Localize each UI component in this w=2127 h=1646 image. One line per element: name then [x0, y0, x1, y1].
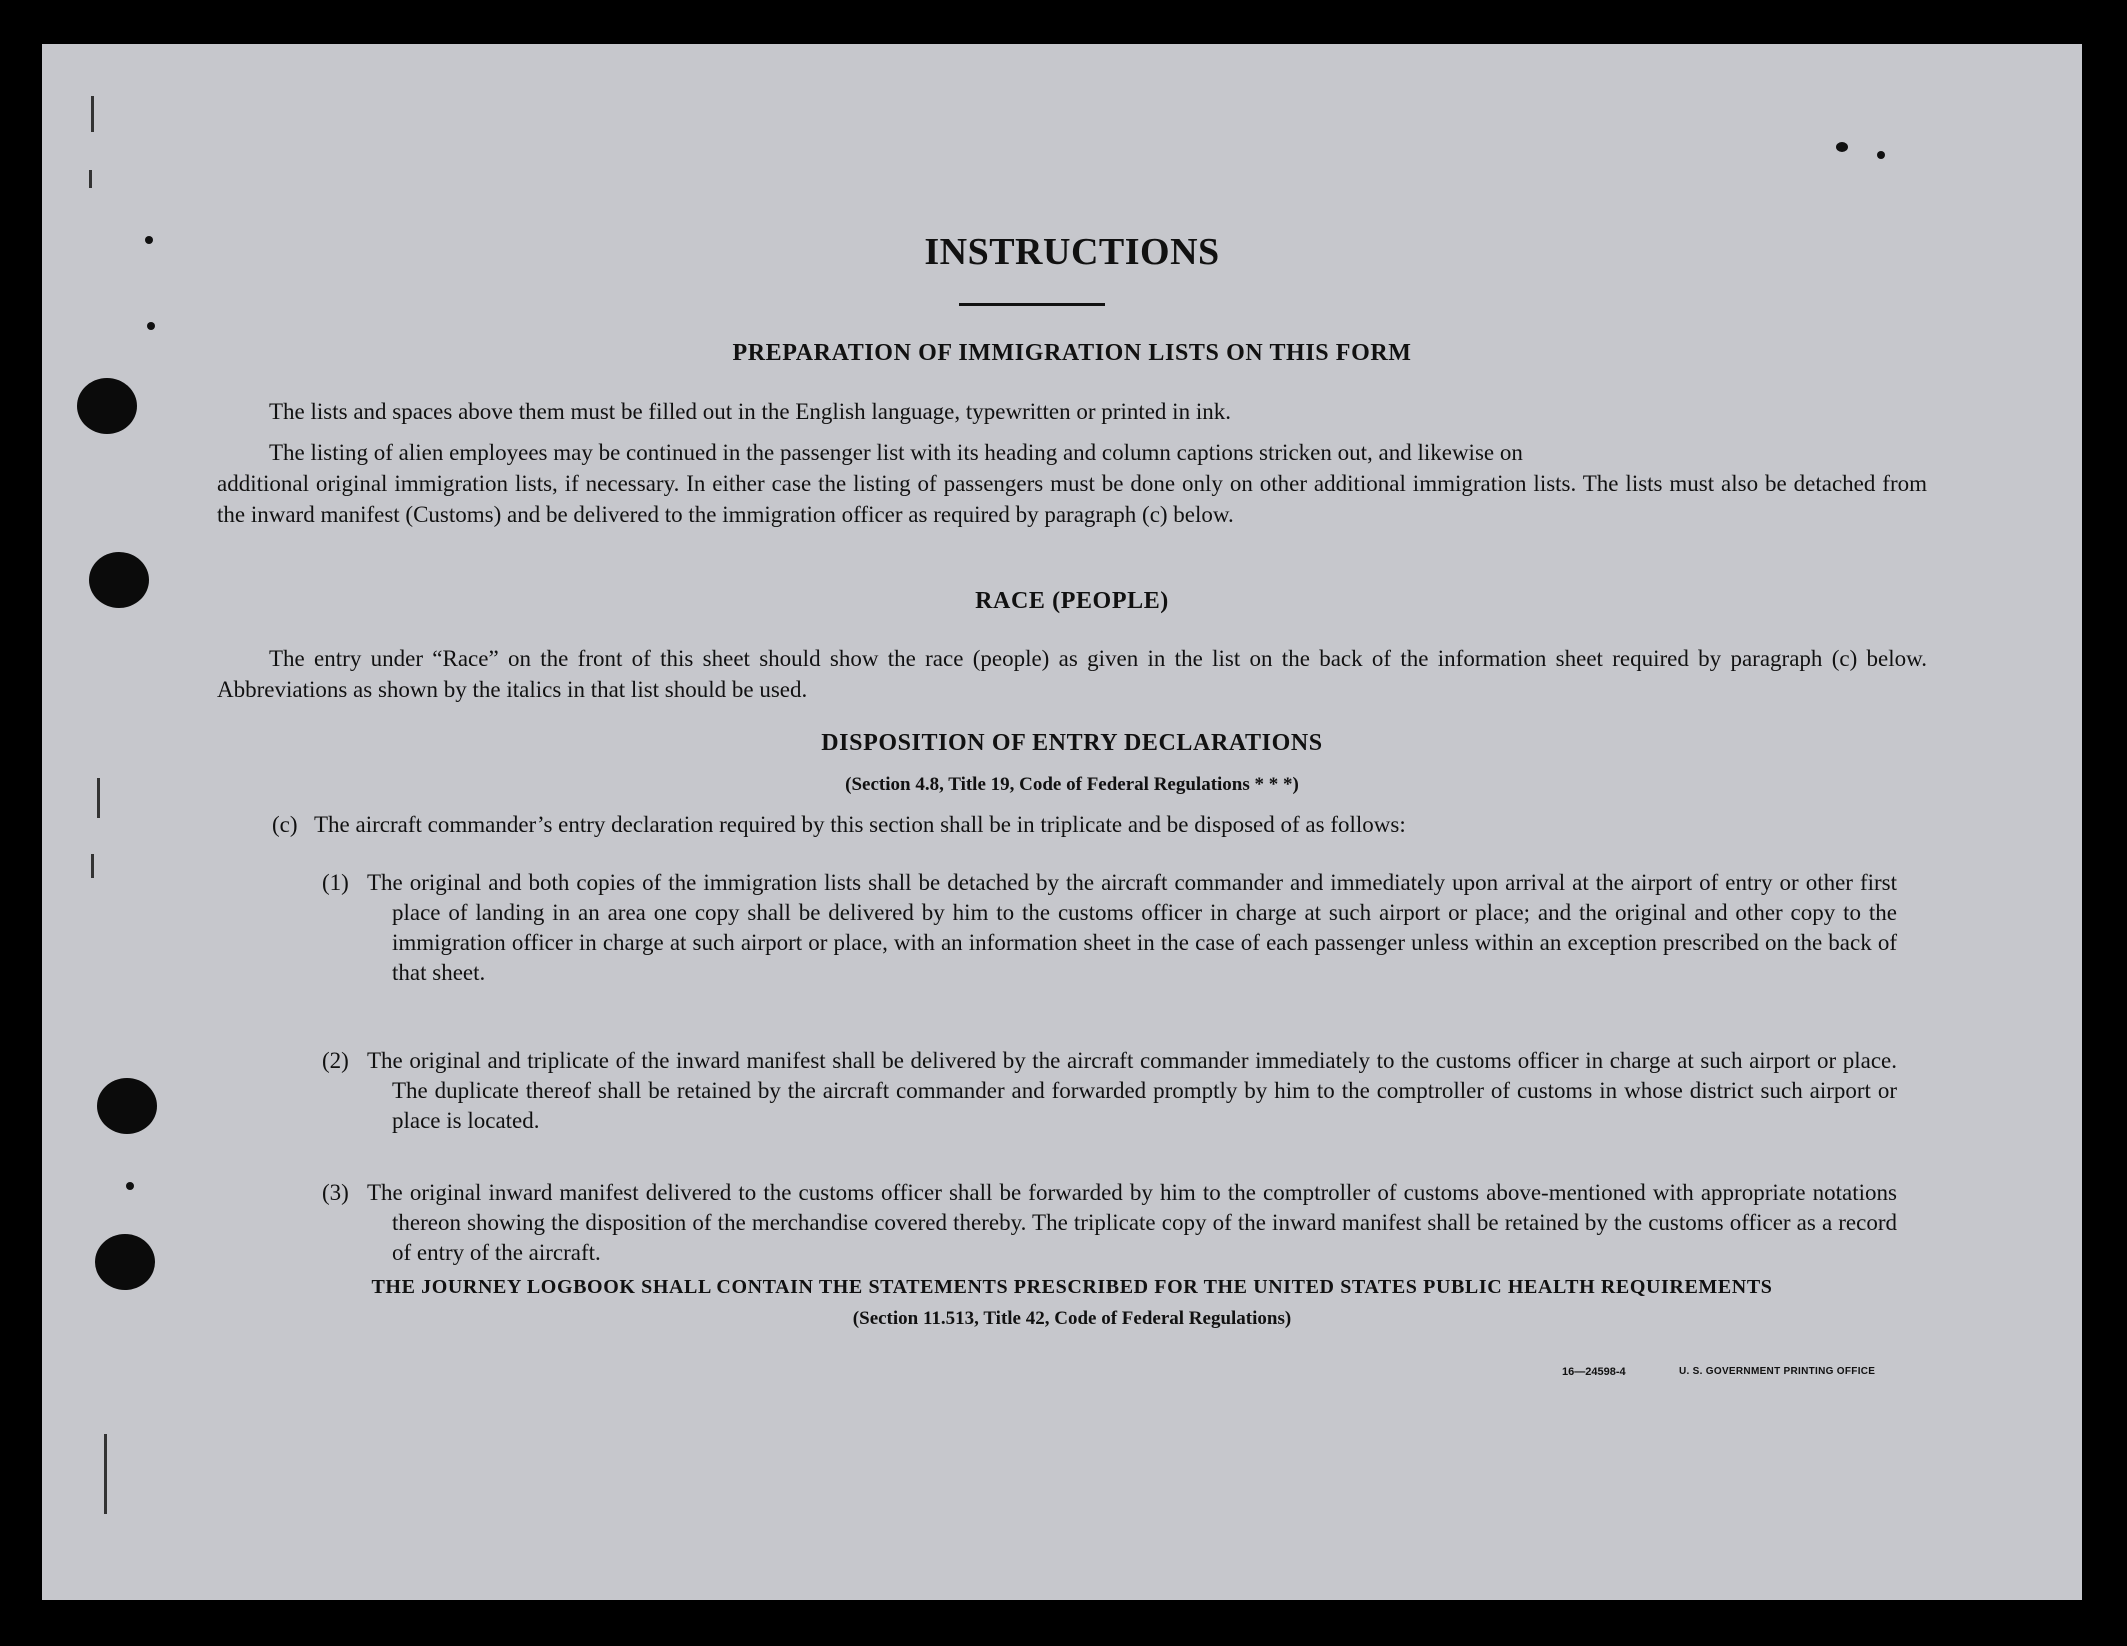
- page-title: INSTRUCTIONS: [924, 231, 1220, 273]
- binder-hole: [95, 1234, 155, 1290]
- paragraph-c-label: (c): [272, 812, 298, 837]
- printer-imprint: U. S. GOVERNMENT PRINTING OFFICE: [1679, 1366, 1876, 1377]
- paragraph-alien-employees-line1: The listing of alien employees may be continued in the passenger list with its heading and column captions stricken out, and likewise on: [269, 440, 1523, 465]
- list-item-text: The original inward manifest delivered to the customs officer shall be forwarded by him to the comptroller of customs above-mentioned with appropriate notations thereon showing the disposition of the merchandise covered thereby. The triplicate copy of the inward manifest shall be retained by the customs officer as a record of entry of the aircraft.: [367, 1180, 1897, 1265]
- speck: [145, 236, 153, 244]
- bleed-through-text: [462, 114, 478, 144]
- speck: [126, 1182, 134, 1190]
- logbook-requirement-caption: THE JOURNEY LOGBOOK SHALL CONTAIN THE STATEMENTS PRESCRIBED FOR THE UNITED STATES PUBLIC HEALTH REQUIREMENTS: [371, 1276, 1773, 1298]
- paragraph-race: The entry under “Race” on the front of this sheet should show the race (people) as given in the list on the back of the information sheet required by paragraph (c) below. Abbreviations as shown by the italics in that list should be used.: [217, 646, 1927, 702]
- margin-mark: [104, 1434, 107, 1514]
- document-sheet: [42, 44, 2082, 1600]
- list-item-text: The original and triplicate of the inward manifest shall be delivered by the aircraft commander immediately to the customs officer in charge at such airport or place. The duplicate thereof shall be retained by the aircraft commander and forwarded promptly by him to the comptroller of customs in whose district such airport or place is located.: [367, 1048, 1897, 1133]
- binder-hole: [97, 1078, 157, 1134]
- logbook-requirement-citation: (Section 11.513, Title 42, Code of Federal Regulations): [852, 1308, 1292, 1329]
- list-item-number: (1): [322, 870, 349, 895]
- speck: [1836, 142, 1848, 152]
- list-item-number: (3): [322, 1180, 349, 1205]
- form-number: 16—24598-4: [1562, 1366, 1626, 1378]
- margin-mark: [91, 96, 94, 132]
- list-item-text: The original and both copies of the immigration lists shall be detached by the aircraft commander and immediately upon arrival at the airport of entry or other first place of landing in an area one copy shall be delivered by him to the customs officer in charge at such airport or place; and the original and other copy to the immigration officer in charge at such airport or place, with an information sheet in the case of each passenger unless within an exception prescribed on the back of that sheet.: [367, 870, 1897, 985]
- paragraph-c-text: The aircraft commander’s entry declaration required by this section shall be in triplicate and be disposed of as follows:: [314, 812, 1406, 837]
- binder-hole: [77, 378, 137, 434]
- paragraph-lists-language: The lists and spaces above them must be filled out in the English language, typewritten or printed in ink.: [269, 399, 1231, 424]
- margin-mark: [97, 778, 100, 818]
- title-underline: [959, 303, 1105, 306]
- list-item-number: (2): [322, 1048, 349, 1073]
- binder-hole: [89, 552, 149, 608]
- list-item: [322, 1178, 1927, 1278]
- section-subheading-disposition: (Section 4.8, Title 19, Code of Federal Regulations * * *): [845, 774, 1299, 795]
- speck: [1877, 151, 1885, 159]
- paragraph-alien-employees: additional original immigration lists, if necessary. In either case the listing of passengers must be done only on other additional immigration lists. The lists must also be detached from the inward manifest (Customs) and be delivered to the immigration officer as required by paragraph (c) below.: [217, 471, 1927, 527]
- list-item: [322, 1046, 1927, 1146]
- list-item: [322, 868, 1927, 998]
- section-heading-disposition: DISPOSITION OF ENTRY DECLARATIONS: [821, 730, 1323, 756]
- speck: [147, 322, 155, 330]
- section-heading-race: RACE (PEOPLE): [975, 588, 1169, 614]
- section-heading-preparation: PREPARATION OF IMMIGRATION LISTS ON THIS FORM: [732, 340, 1412, 366]
- paragraph-c: [272, 810, 1927, 844]
- margin-mark: [91, 854, 94, 878]
- margin-mark: [89, 170, 92, 188]
